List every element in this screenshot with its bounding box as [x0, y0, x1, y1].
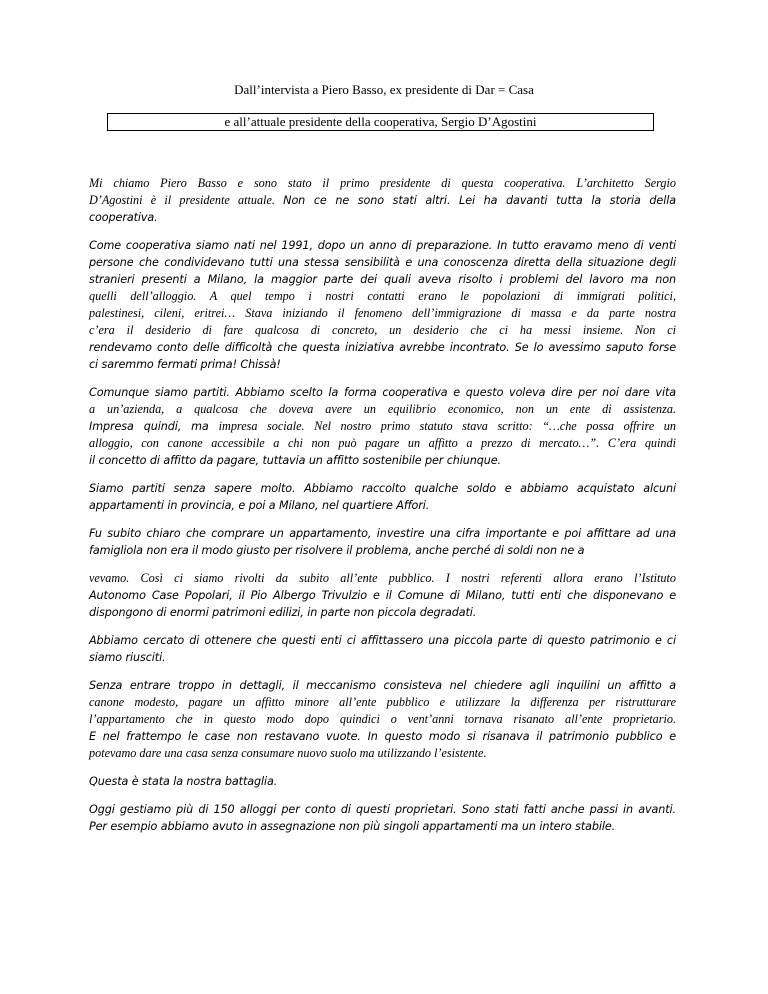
- paragraph: [89, 480, 676, 514]
- text-run: Autonomo Case Popolari, il Pio Albergo Trivulzio e il Comune di Milano, tutti enti che disponevano e: [89, 589, 676, 602]
- text-run: dispongono di enormi patrimoni edilizi, in parte non piccola degradati.: [89, 606, 477, 619]
- text-line: [89, 271, 676, 288]
- text-line: [89, 209, 676, 226]
- text-line: [89, 192, 676, 209]
- text-run: palestinesi, cileni, eritrei… Stava iniziando il fenomeno dell’immigrazione di massa e da parte nostra: [89, 306, 676, 320]
- text-run: Mi chiamo Piero Basso e sono stato il primo presidente di questa cooperativa. L’architetto Sergio: [89, 176, 676, 190]
- text-run: Senza entrare troppo in dettagli, il meccanismo consisteva nel chiedere agli inquilini un affitto a: [89, 679, 676, 692]
- text-run: a un’azienda, a qualcosa che doveva avere un equilibrio economico, non un ente di assistenza.: [89, 402, 676, 416]
- paragraph: [89, 384, 676, 469]
- text-line: [89, 773, 676, 790]
- document-subtitle: e all’attuale presidente della cooperativa, Sergio D’Agostini: [107, 113, 654, 131]
- text-line: [89, 339, 676, 356]
- text-run: Questa è stata la nostra battaglia.: [89, 775, 278, 788]
- text-line: [89, 322, 676, 339]
- text-run: Siamo partiti senza sapere molto. Abbiamo raccolto qualche soldo e abbiamo acquistato alcuni: [89, 482, 676, 495]
- text-line: [89, 632, 676, 649]
- text-line: [89, 254, 676, 271]
- text-run: il concetto di affitto da pagare, tuttavia un affitto sostenibile per chiunque.: [89, 454, 501, 467]
- text-run: stranieri presenti a Milano, la maggior parte dei quali aveva risolto i problemi del lavoro ma non: [89, 273, 676, 286]
- text-run: persone che condividevano tutti una stessa sensibilità e una conoscenza diretta della situazione degli: [89, 256, 676, 269]
- paragraph: [89, 525, 676, 559]
- text-run: appartamenti in provincia, e poi a Milano, nel quartiere Affori.: [89, 499, 430, 512]
- text-run: Fu subito chiaro che comprare un appartamento, investire una cifra importante e poi affittare ad una: [89, 527, 676, 540]
- text-line: [89, 570, 676, 587]
- text-run: vevamo. Così ci siamo rivolti da subito all’ente pubblico. I nostri referenti allora erano l’Istituto: [89, 571, 676, 585]
- text-run: quelli dell’alloggio. A quel tempo i nostri contatti erano le popolazioni di immigrati politici,: [89, 289, 676, 303]
- paragraph: [89, 632, 676, 666]
- text-line: [89, 728, 676, 745]
- text-run: cooperativa.: [89, 211, 158, 224]
- text-run: Per esempio abbiamo avuto in assegnazione non più singoli appartamenti ma un intero stabile.: [89, 820, 616, 833]
- text-line: [89, 649, 676, 666]
- text-line: [89, 237, 676, 254]
- text-line: [89, 542, 676, 559]
- text-line: [89, 587, 676, 604]
- text-run: alloggio, con canone accessibile a chi non può pagare un affitto a prezzo di mercato…”. C’era quindi: [89, 436, 676, 450]
- text-line: [89, 480, 676, 497]
- text-run: potevamo dare una casa senza consumare nuovo suolo ma utilizzando l’esistente.: [89, 746, 487, 760]
- text-line: [89, 801, 676, 818]
- text-line: [89, 452, 676, 469]
- text-run: rendevamo conto delle difficoltà che questa iniziativa avrebbe incontrato. Se lo avessimo saputo forse: [89, 341, 676, 354]
- text-line: [89, 288, 676, 305]
- text-run: famigliola non era il modo giusto per risolvere il problema, anche perché di soldi non ne a: [89, 544, 585, 557]
- text-line: [89, 418, 676, 435]
- text-run: Come cooperativa siamo nati nel 1991, dopo un anno di preparazione. In tutto eravamo meno di venti: [89, 239, 676, 252]
- text-run: impresa sociale. Nel nostro primo statuto stava scritto: “…che possa offrire un: [218, 419, 676, 433]
- text-line: [89, 305, 676, 322]
- text-line: [89, 497, 676, 514]
- text-run: canone modesto, pagare un affitto minore all’ente pubblico e utilizzare la differenza per ristrutturare: [89, 695, 676, 709]
- text-line: [89, 604, 676, 621]
- paragraph: [89, 801, 676, 835]
- text-run: Oggi gestiamo più di 150 alloggi per conto di questi proprietari. Sono stati fatti anche passi in avanti.: [89, 803, 676, 816]
- text-line: [89, 818, 676, 835]
- text-run: Impresa quindi, ma: [89, 420, 219, 433]
- text-line: [89, 677, 676, 694]
- paragraph: [89, 237, 676, 373]
- text-line: [89, 175, 676, 192]
- text-line: [89, 435, 676, 452]
- text-run: Comunque siamo partiti. Abbiamo scelto la forma cooperativa e questo voleva dire per noi dare vita: [89, 386, 676, 399]
- text-line: [89, 401, 676, 418]
- text-run: D’Agostini è il presidente attuale.: [89, 193, 284, 207]
- text-line: [89, 694, 676, 711]
- text-run: l’appartamento che in questo modo dopo quindici o vent’anni tornava risanato all’ente proprietario.: [89, 712, 676, 726]
- interview-body: [89, 175, 676, 835]
- text-run: Non ce ne sono stati altri. Lei ha davanti tutta la storia della: [283, 194, 676, 207]
- paragraph: [89, 773, 676, 790]
- text-run: siamo riusciti.: [89, 651, 166, 664]
- text-line: [89, 356, 676, 373]
- text-line: [89, 745, 676, 762]
- text-run: E nel frattempo le case non restavano vuote. In questo modo si risanava il patrimonio pubblico e: [89, 730, 676, 743]
- paragraph: [89, 175, 676, 226]
- paragraph: [89, 570, 676, 621]
- text-line: [89, 384, 676, 401]
- text-run: ci saremmo fermati prima! Chissà!: [89, 358, 281, 371]
- text-line: [89, 525, 676, 542]
- paragraph: [89, 677, 676, 762]
- text-line: [89, 711, 676, 728]
- text-run: Abbiamo cercato di ottenere che questi enti ci affittassero una piccola parte di questo patrimonio e ci: [89, 634, 676, 647]
- text-run: c’era il desiderio di fare qualcosa di concreto, un desiderio che ci ha messi insieme. Non ci: [89, 323, 676, 337]
- document-title: Dall’intervista a Piero Basso, ex presidente di Dar = Casa: [234, 82, 534, 97]
